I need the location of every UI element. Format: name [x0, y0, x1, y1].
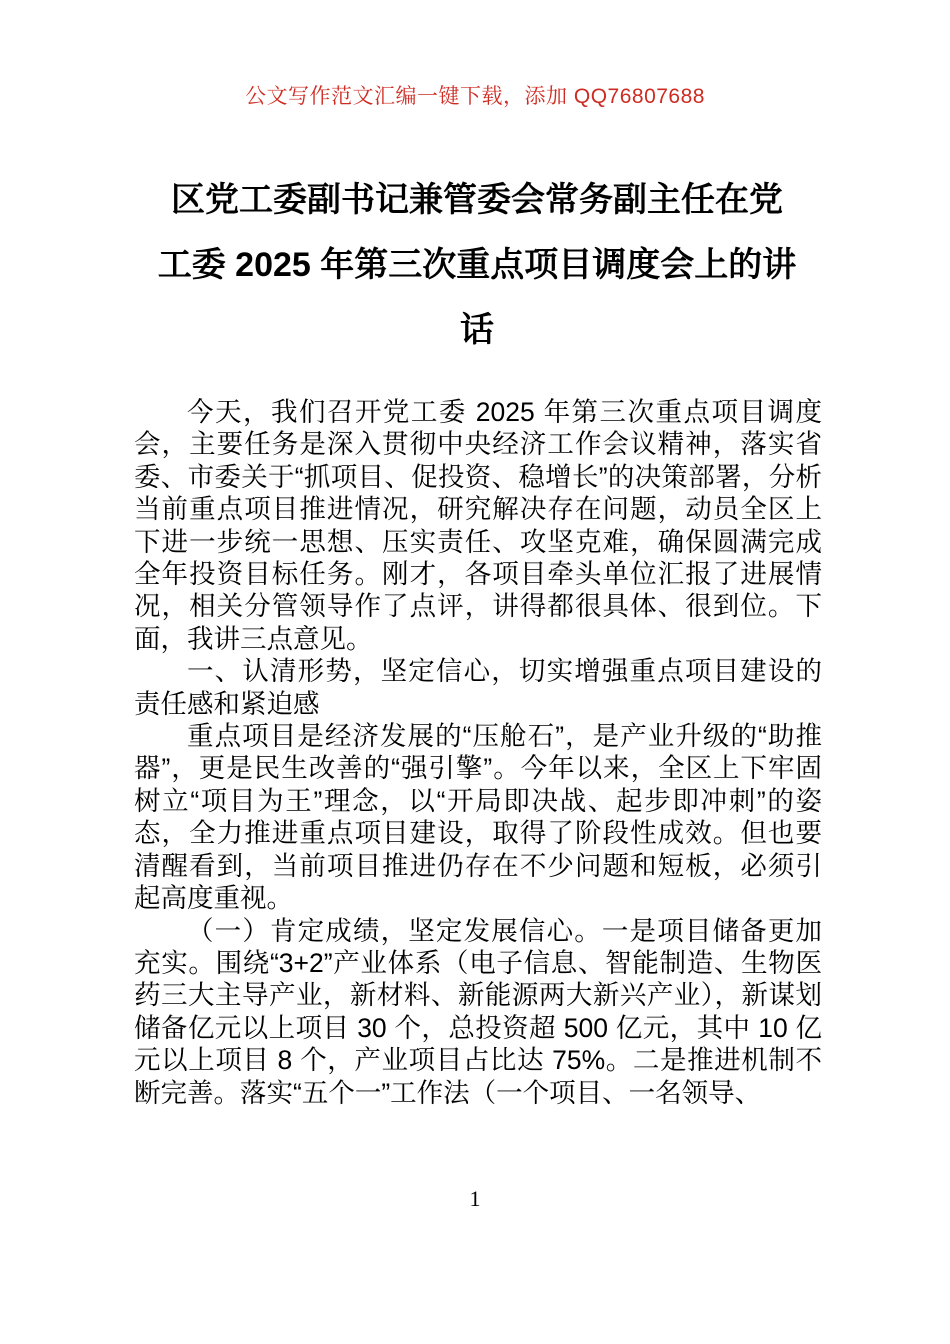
promo-header-text: 公文写作范文汇编一键下载，添加 QQ76807688 [245, 85, 705, 108]
subsection-one-paragraph: （一）肯定成绩，坚定发展信心。一是项目储备更加充实。围绕“3+2”产业体系（电子信息、智能制造、生物医药三大主导产业，新材料、新能源两大新兴产业），新谋划储备亿元以上项目 30 个，总投资超 500 亿元，其中 10 亿元以上项目 8 个，产业项目占比达 75%。二是推进机制不断完善。落实“五个一”工作法（一个项目、一名领导、 [134, 915, 822, 1108]
key-projects-paragraph: 重点项目是经济发展的“压舱石”，是产业升级的“助推器”，更是民生改善的“强引擎”。今年以来，全区上下牢固树立“项目为王”理念，以“开局即决战、起步即冲刺”的姿态，全力推进重点项目建设，取得了阶段性成效。但也要清醒看到，当前项目推进仍存在不少问题和短板，必须引起高度重视。 [134, 721, 822, 914]
opening-paragraph: 今天，我们召开党工委 2025 年第三次重点项目调度会，主要任务是深入贯彻中央经济工作会议精神，落实省委、市委关于“抓项目、促投资、稳增长”的决策部署，分析当前重点项目推进情况，研究解决存在问题，动员全区上下进一步统一思想、压实责任、攻坚克难，确保圆满完成全年投资目标任务。刚才，各项目牵头单位汇报了进展情况，相关分管领导作了点评，讲得都很具体、很到位。下面，我讲三点意见。 [134, 397, 822, 654]
section-heading-one: 一、认清形势，坚定信心，切实增强重点项目建设的责任感和紧迫感 [134, 656, 822, 719]
page-number: 1 [469, 1186, 481, 1211]
page-title [134, 168, 820, 363]
document-body [134, 396, 822, 1109]
title-line-1: 区党工委副书记兼管委会常务副主任在党 [171, 181, 783, 219]
title-line-3: 话 [460, 311, 494, 349]
title-line-2: 工委 2025 年第三次重点项目调度会上的讲 [157, 246, 797, 284]
